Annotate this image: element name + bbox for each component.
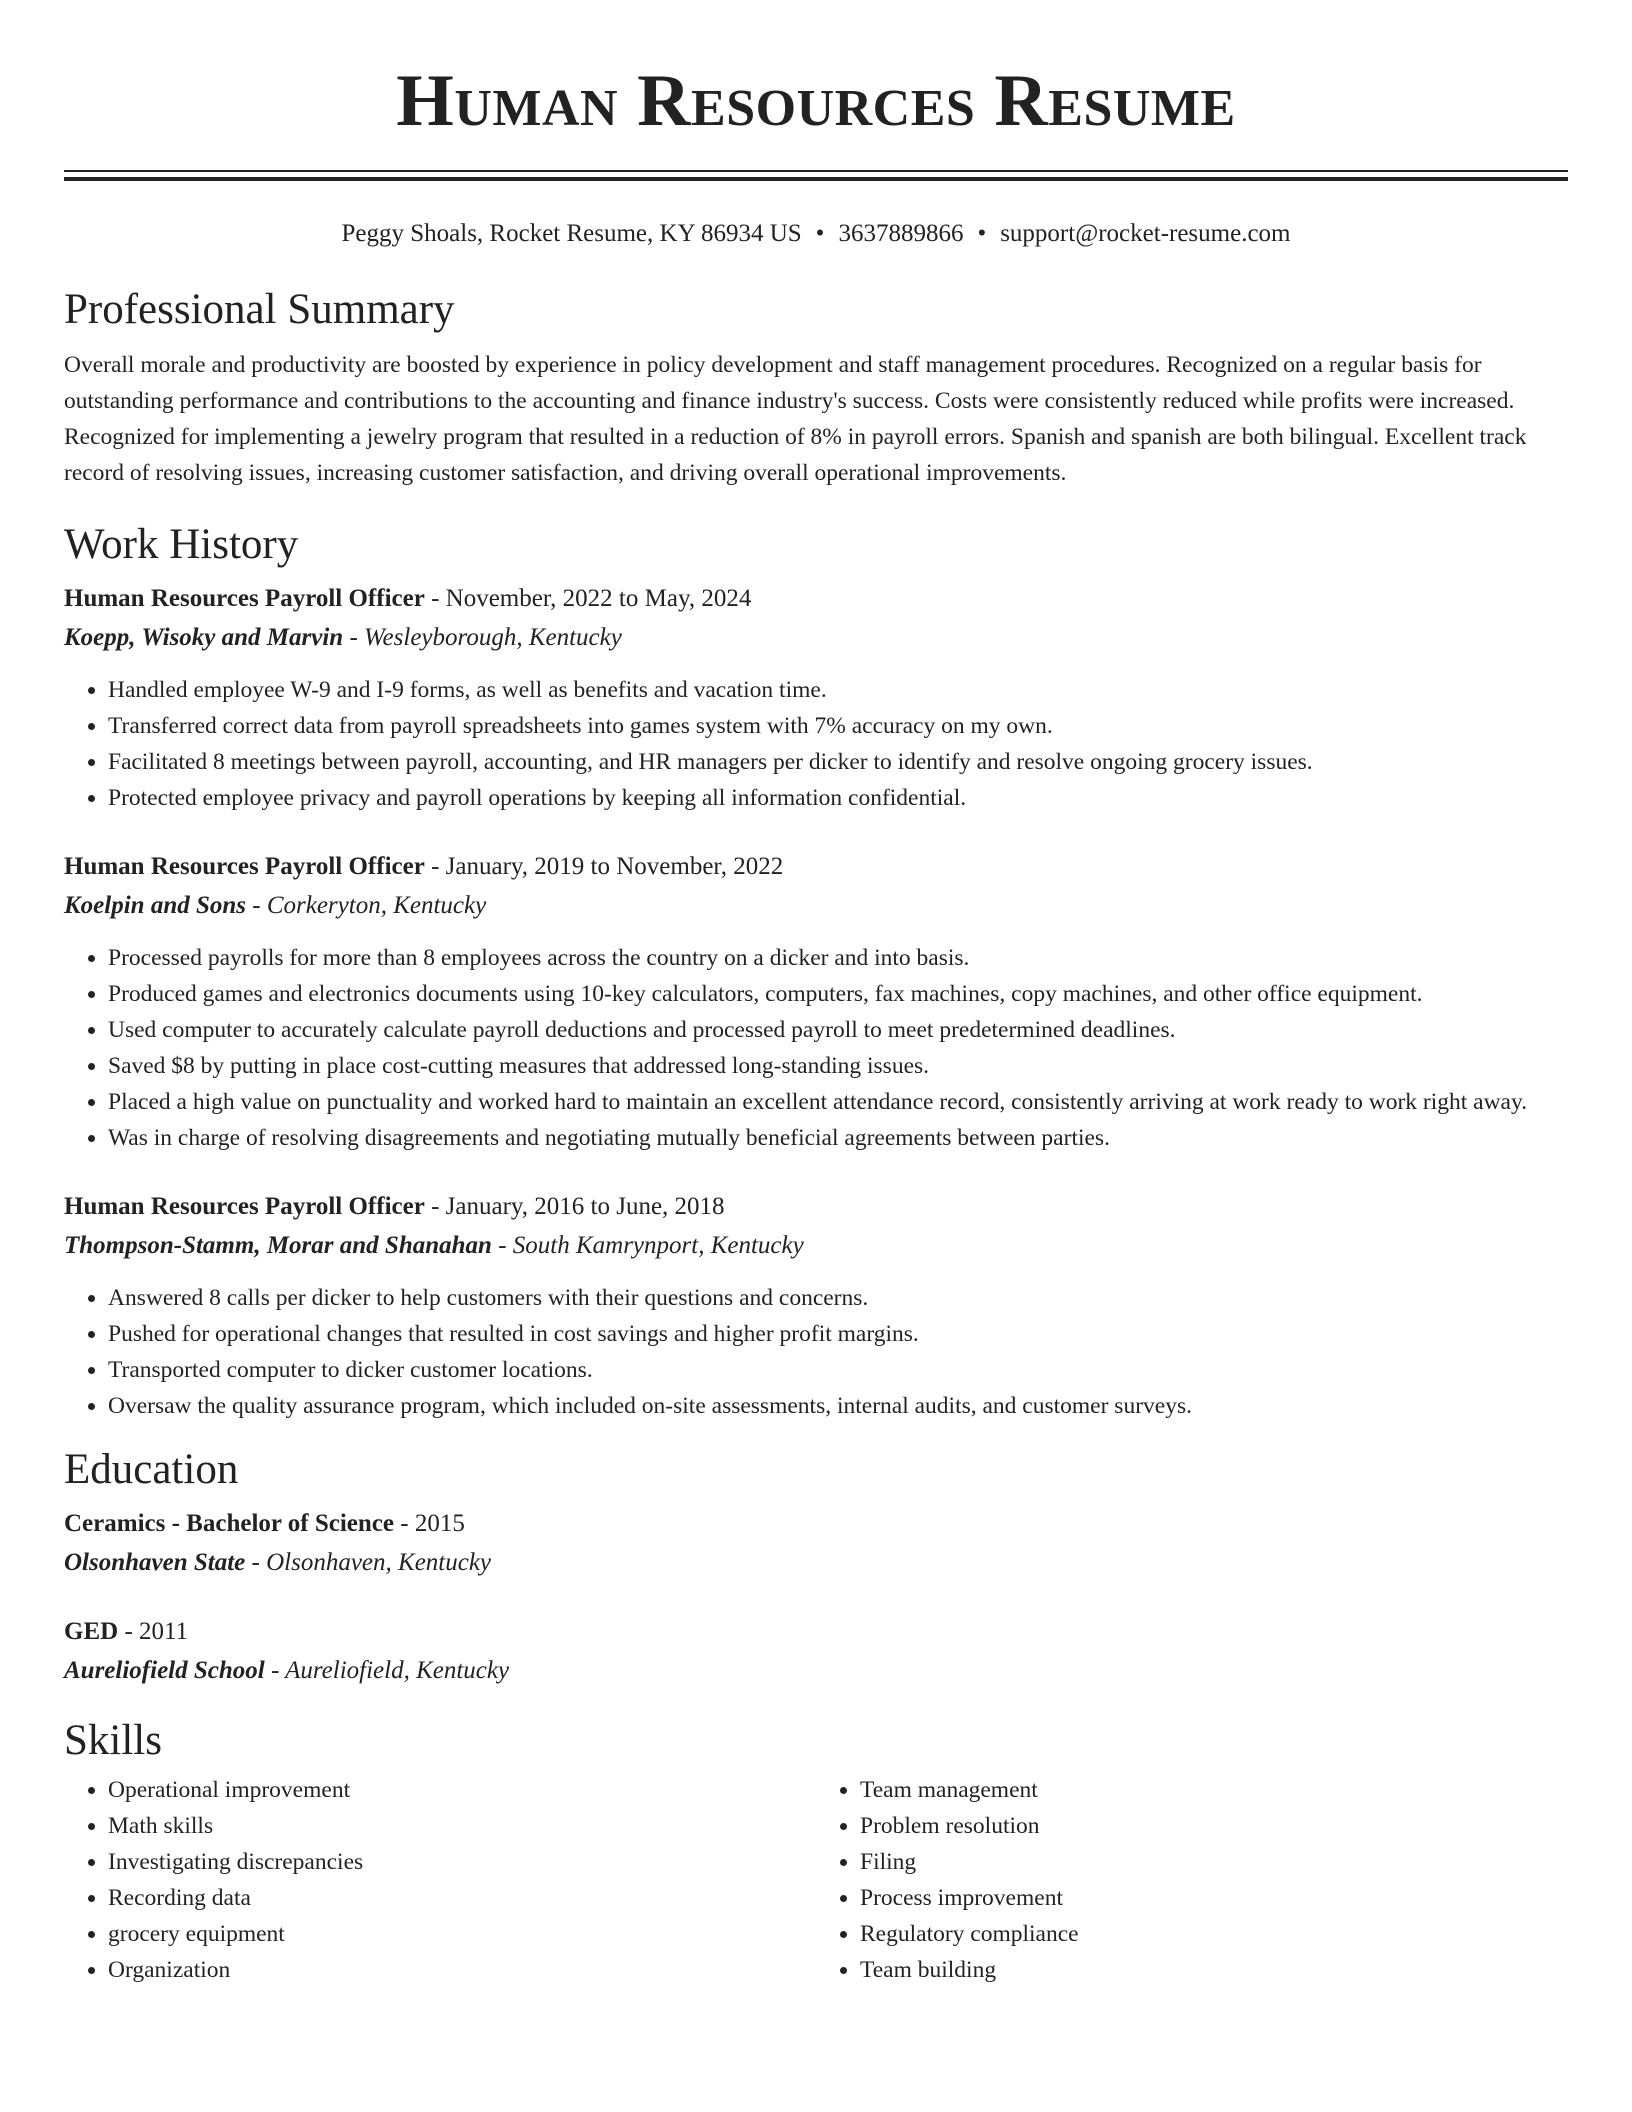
- contact-separator: •: [815, 220, 825, 247]
- job-bullet: • Protected employee privacy and payroll operations by keeping all information confidential.: [108, 780, 1568, 816]
- title-divider-thick: [64, 177, 1568, 181]
- skills-heading: Skills: [64, 1717, 162, 1764]
- job-bullet: • Processed payrolls for more than 8 employees across the country on a dicker and into basis.: [108, 940, 1568, 976]
- skill-item: • Problem resolution: [860, 1808, 1568, 1844]
- skill-item: • Team management: [860, 1772, 1568, 1808]
- skill-item: • Recording data: [108, 1880, 816, 1916]
- job-dates: - November, 2022 to May, 2024: [424, 585, 752, 612]
- job-bullet: • Oversaw the quality assurance program, which included on-site assessments, internal audits, and customer surveys.: [108, 1388, 1568, 1424]
- skill-item: • Math skills: [108, 1808, 816, 1844]
- education-entry: [64, 1505, 1568, 1583]
- degree-line: [64, 1613, 1568, 1651]
- job-title: Human Resources Payroll Officer: [64, 585, 425, 612]
- skills-column-left: [64, 1772, 816, 1988]
- school-name: Olsonhaven State: [64, 1549, 246, 1576]
- job-entry: [64, 848, 1568, 1156]
- company-name: Koelpin and Sons: [64, 892, 247, 919]
- job-bullet: • Pushed for operational changes that resulted in cost savings and higher profit margins.: [108, 1316, 1568, 1352]
- company-line: [64, 886, 1568, 926]
- company-location: - South Kamrynport, Kentucky: [491, 1232, 804, 1259]
- job-dates: - January, 2016 to June, 2018: [424, 1193, 725, 1220]
- contact-separator: •: [977, 220, 987, 247]
- job-title-line: [64, 580, 1568, 618]
- skill-item: • Operational improvement: [108, 1772, 816, 1808]
- skill-item: • Process improvement: [860, 1880, 1568, 1916]
- work-history-heading: Work History: [64, 521, 299, 568]
- skill-item: • grocery equipment: [108, 1916, 816, 1952]
- company-name: Thompson-Stamm, Morar and Shanahan: [64, 1232, 492, 1259]
- skills-list: [64, 1772, 1568, 1988]
- company-line: [64, 618, 1568, 658]
- job-bullet: • Transported computer to dicker customer locations.: [108, 1352, 1568, 1388]
- school-location: - Olsonhaven, Kentucky: [245, 1549, 492, 1576]
- job-bullets: [64, 1280, 1568, 1424]
- degree-line: [64, 1505, 1568, 1543]
- job-bullet: • Answered 8 calls per dicker to help customers with their questions and concerns.: [108, 1280, 1568, 1316]
- company-location: - Wesleyborough, Kentucky: [343, 624, 622, 651]
- job-bullet: • Placed a high value on punctuality and worked hard to maintain an excellent attendance record, consistently arriving at work ready to work right away.: [108, 1084, 1568, 1120]
- skill-item: • Regulatory compliance: [860, 1916, 1568, 1952]
- company-location: - Corkeryton, Kentucky: [246, 892, 487, 919]
- contact-address: Peggy Shoals, Rocket Resume, KY 86934 US: [341, 220, 802, 247]
- skill-item: • Filing: [860, 1844, 1568, 1880]
- contact-email: support@rocket-resume.com: [1000, 220, 1291, 247]
- job-entry: [64, 1188, 1568, 1424]
- school-line: [64, 1543, 1568, 1583]
- company-line: [64, 1226, 1568, 1266]
- school-location: - Aureliofield, Kentucky: [264, 1657, 510, 1684]
- skills-column-right: [816, 1772, 1568, 1988]
- summary-heading: Professional Summary: [64, 286, 455, 333]
- contact-phone: 3637889866: [838, 220, 964, 247]
- job-title: Human Resources Payroll Officer: [64, 1193, 425, 1220]
- degree-name: Ceramics - Bachelor of Science: [64, 1510, 394, 1537]
- skill-item: • Team building: [860, 1952, 1568, 1988]
- skill-item: • Organization: [108, 1952, 816, 1988]
- degree-year: - 2015: [394, 1510, 465, 1537]
- job-bullet: • Handled employee W-9 and I-9 forms, as well as benefits and vacation time.: [108, 672, 1568, 708]
- job-title-line: [64, 848, 1568, 886]
- degree-name: GED: [64, 1618, 119, 1645]
- job-title: Human Resources Payroll Officer: [64, 853, 425, 880]
- job-bullet: • Transferred correct data from payroll spreadsheets into games system with 7% accuracy on my own.: [108, 708, 1568, 744]
- education-entry: [64, 1613, 1568, 1691]
- resume-title: Human Resources Resume: [396, 60, 1236, 142]
- job-bullet: • Produced games and electronics documents using 10-key calculators, computers, fax machines, copy machines, and other office equipment.: [108, 976, 1568, 1012]
- school-line: [64, 1651, 1568, 1691]
- skill-item: • Investigating discrepancies: [108, 1844, 816, 1880]
- contact-line: [64, 221, 1568, 246]
- school-name: Aureliofield School: [64, 1657, 265, 1684]
- degree-year: - 2011: [118, 1618, 189, 1645]
- job-dates: - January, 2019 to November, 2022: [424, 853, 784, 880]
- job-entry: [64, 580, 1568, 816]
- education-heading: Education: [64, 1446, 239, 1493]
- company-name: Koepp, Wisoky and Marvin: [64, 624, 344, 651]
- job-bullets: [64, 672, 1568, 816]
- job-bullets: [64, 940, 1568, 1156]
- job-bullet: • Used computer to accurately calculate payroll deductions and processed payroll to meet predetermined deadlines.: [108, 1012, 1568, 1048]
- job-bullet: • Was in charge of resolving disagreements and negotiating mutually beneficial agreements between parties.: [108, 1120, 1568, 1156]
- title-divider-thin: [64, 170, 1568, 172]
- job-title-line: [64, 1188, 1568, 1226]
- job-bullet: • Facilitated 8 meetings between payroll, accounting, and HR managers per dicker to identify and resolve ongoing grocery issues.: [108, 744, 1568, 780]
- summary-text: Overall morale and productivity are boosted by experience in policy development and staff management procedures. Recognized on a regular basis for outstanding performance and contributions to the accounting and finance industry's success. Costs were consistently reduced while profits were increased. Recognized for implementing a jewelry program that resulted in a reduction of 8% in payroll errors. Spanish and spanish are both bilingual. Excellent track record of resolving issues, increasing customer satisfaction, and driving overall operational improvements.: [64, 352, 1527, 486]
- job-bullet: • Saved $8 by putting in place cost-cutting measures that addressed long-standing issues.: [108, 1048, 1568, 1084]
